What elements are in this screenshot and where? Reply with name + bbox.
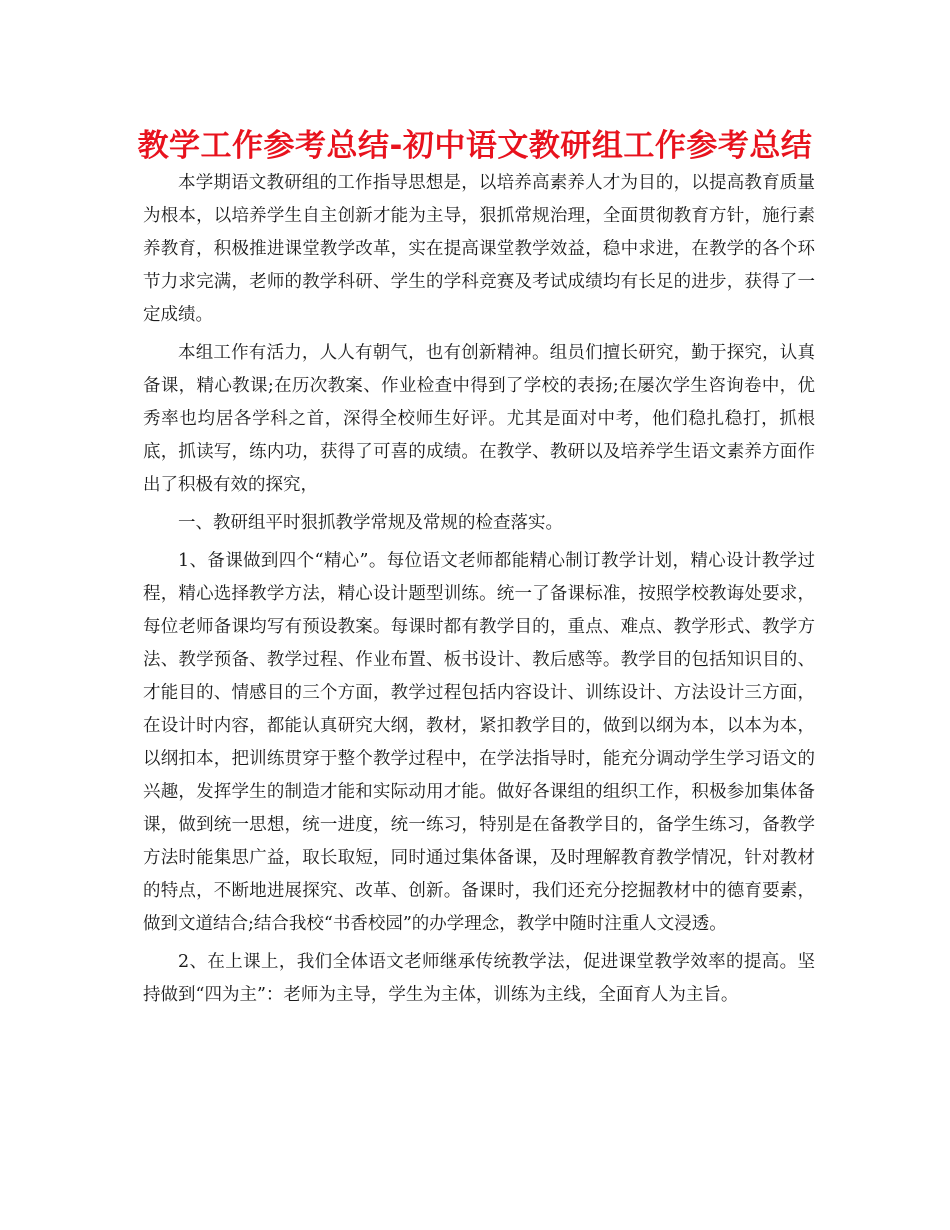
paragraph-lesson-prep: 1、备课做到四个“精心”。每位语文老师都能精心制订教学计划，精心设计教学过程，精心选择教学方法，精心设计题型训练。统一了备课标准，按照学校教诲处要求，每位老师备课均写有预设教案。每课时都有教学目的，重点、难点、教学形式、教学方法、教学预备、教学过程、作业布置、板书设计、教后感等。教学目的包括知识目的、才能目的、情感目的三个方面，教学过程包括内容设计、训练设计、方法设计三方面，在设计时内容，都能认真研究大纲，教材，紧扣教学目的，做到以纲为本，以本为本，以纲扣本，把训练贯穿于整个教学过程中，在学法指导时，能充分调动学生学习语文的兴趣，发挥学生的制造才能和实际动用才能。做好各课组的组织工作，积极参加集体备课，做到统一思想，统一进度，统一练习，特别是在备教学目的，备学生练习，备教学方法时能集思广益，取长取短，同时通过集体备课，及时理解教育教学情况，针对教材的特点，不断地进展探究、改革、创新。备课时，我们还充分挖掘教材中的德育要素，做到文道结合;结合我校“书香校园”的办学理念，教学中随时注重人文浸透。	[143, 551, 815, 934]
paragraph-guiding-thought: 本学期语文教研组的工作指导思想是，以培养高素养人才为目的，以提高教育质量为根本，以培养学生自主创新才能为主导，狠抓常规治理，全面贯彻教育方针，施行素养教育，积极推进课堂教学改革，实在提高课堂教学效益，稳中求进，在教学的各个环节力求完满，老师的教学科研、学生的学科竞赛及考试成绩均有长足的进步，获得了一定成绩。	[143, 173, 815, 325]
document-title: 教学工作参考总结-初中语文教研组工作参考总结	[137, 128, 813, 164]
paragraph-classroom: 2、在上课上，我们全体语文老师继承传统教学法，促进课堂教学效率的提高。坚持做到“四为主”：老师为主导，学生为主体，训练为主线，全面育人为主旨。	[143, 952, 815, 1005]
document-body	[143, 167, 815, 1012]
section-heading-routine: 一、教研组平时狠抓教学常规及常规的检查落实。	[178, 513, 563, 533]
paragraph-team-spirit: 本组工作有活力，人人有朝气，也有创新精神。组员们擅长研究，勤于探究，认真备课，精心教课;在历次教案、作业检查中得到了学校的表扬;在屡次学生咨询卷中，优秀率也均居各学科之首，深得全校师生好评。尤其是面对中考，他们稳扎稳打，抓根底，抓读写，练内功，获得了可喜的成绩。在教学、教研以及培养学生语文素养方面作出了积极有效的探究，	[143, 343, 815, 495]
